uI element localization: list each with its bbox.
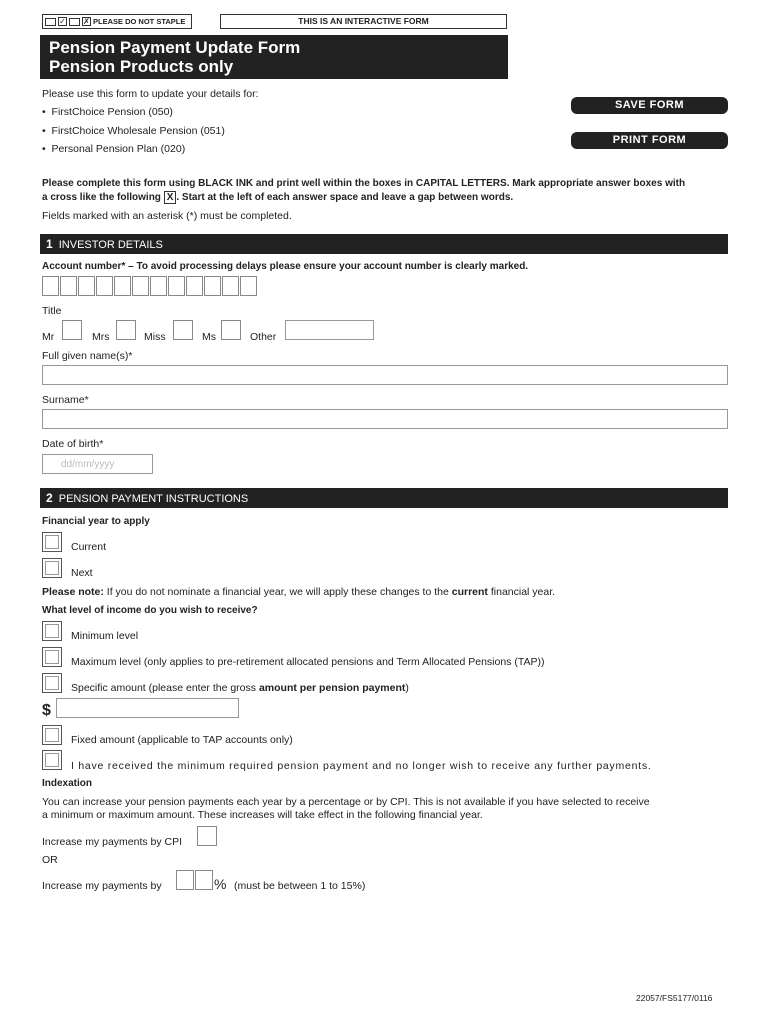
given-names-input[interactable]	[42, 365, 728, 385]
account-digit-box[interactable]	[42, 276, 59, 296]
section-header-pension-payment	[40, 488, 728, 508]
title-option-mrs: Mrs	[92, 331, 110, 343]
title-ms-checkbox[interactable]	[221, 320, 241, 340]
asterisk-note: Fields marked with an asterisk (*) must be completed.	[42, 210, 292, 222]
cross-icon: ✗	[83, 17, 90, 26]
account-digit-box[interactable]	[150, 276, 167, 296]
percent-symbol: %	[214, 876, 227, 892]
title-mrs-checkbox[interactable]	[116, 320, 136, 340]
form-title-banner	[40, 35, 508, 79]
income-specific-checkbox[interactable]	[42, 673, 62, 693]
income-specific-label	[71, 682, 409, 694]
intro-lead: Please use this form to update your details for:	[42, 88, 259, 100]
income-stop-checkbox[interactable]	[42, 750, 62, 770]
title-option-ms: Ms	[202, 331, 216, 343]
cpi-label: Increase my payments by CPI	[42, 836, 183, 848]
form-title: Pension Payment Update Form	[49, 38, 301, 57]
dob-input[interactable]: dd/mm/yyyy	[42, 454, 153, 474]
account-digit-box[interactable]	[114, 276, 131, 296]
specific-suffix: )	[405, 682, 409, 694]
fy-next-checkbox[interactable]	[42, 558, 62, 578]
instruction-line-2	[42, 191, 513, 204]
note-text: If you do not nominate a financial year, we will apply these changes to the	[106, 586, 449, 598]
section-number: 1	[46, 237, 53, 251]
specific-amount-input[interactable]	[56, 698, 239, 718]
account-number-boxes	[42, 276, 264, 296]
product-item	[42, 106, 173, 118]
bullet: •	[42, 106, 46, 118]
percentage-digit-box[interactable]	[176, 870, 194, 890]
bullet: •	[42, 125, 46, 137]
title-option-mr: Mr	[42, 331, 55, 343]
title-option-miss: Miss	[144, 331, 166, 343]
section-title: PENSION PAYMENT INSTRUCTIONS	[58, 493, 249, 505]
fy-current-checkbox[interactable]	[42, 532, 62, 552]
instruction-line-1: Please complete this form using BLACK INK and print well within the boxes in CAPITAL LETTERS. Mark appropriate answer boxes with	[42, 178, 686, 189]
indexation-label: Indexation	[42, 778, 93, 789]
staple-notice-box	[42, 14, 192, 29]
surname-label: Surname*	[42, 394, 89, 406]
product-label: FirstChoice Pension (050)	[51, 106, 173, 118]
interactive-form-notice: THIS IS AN INTERACTIVE FORM	[220, 14, 507, 29]
instruction-text: . Start at the left of each answer space and leave a gap between words.	[176, 192, 514, 203]
fy-next-label: Next	[71, 567, 93, 579]
percentage-note: (must be between 1 to 15%)	[234, 880, 366, 892]
account-digit-box[interactable]	[222, 276, 239, 296]
cross-example: X	[164, 191, 177, 204]
indexation-text-1: You can increase your pension payments each year by a percentage or by CPI. This is not available if you have selected to receive	[42, 796, 650, 808]
title-mr-checkbox[interactable]	[62, 320, 82, 340]
please-note	[42, 586, 555, 598]
section-header-investor-details	[40, 234, 728, 254]
income-minimum-checkbox[interactable]	[42, 621, 62, 641]
product-item	[42, 125, 225, 137]
title-miss-checkbox[interactable]	[173, 320, 193, 340]
percentage-digit-box[interactable]	[195, 870, 213, 890]
dollar-sign: $	[42, 702, 51, 719]
or-label: OR	[42, 854, 58, 866]
section-title: INVESTOR DETAILS	[58, 239, 163, 251]
account-digit-box[interactable]	[96, 276, 113, 296]
fy-current-label: Current	[71, 541, 107, 553]
staple-notice-text: PLEASE DO NOT STAPLE	[93, 17, 186, 26]
title-other-input[interactable]	[285, 320, 374, 340]
financial-year-label: Financial year to apply	[42, 516, 150, 527]
indexation-text-2: a minimum or maximum amount. These increases will take effect in the following financial year.	[42, 809, 483, 821]
income-stop-label: I have received the minimum required pension payment and no longer wish to receive any further payments.	[71, 760, 652, 772]
staple-icon	[45, 18, 56, 26]
account-digit-box[interactable]	[168, 276, 185, 296]
account-digit-box[interactable]	[204, 276, 221, 296]
form-code: 22057/FS5177/0116	[636, 993, 713, 1003]
percentage-label: Increase my payments by	[42, 880, 162, 892]
account-digit-box[interactable]	[240, 276, 257, 296]
save-form-button[interactable]: SAVE FORM	[571, 97, 728, 114]
product-label: FirstChoice Wholesale Pension (051)	[51, 125, 225, 137]
section-number: 2	[46, 491, 53, 505]
income-fixed-label: Fixed amount (applicable to TAP accounts only)	[71, 734, 293, 746]
cpi-checkbox[interactable]	[197, 826, 217, 846]
income-minimum-label: Minimum level	[71, 630, 139, 642]
specific-bold: amount per pension payment	[258, 682, 406, 694]
surname-input[interactable]	[42, 409, 728, 429]
print-form-button[interactable]: PRINT FORM	[571, 132, 728, 149]
form-subtitle: Pension Products only	[49, 57, 234, 76]
note-bold: current	[451, 586, 488, 598]
account-number-label: Account number* – To avoid processing delays please ensure your account number is clearly marked.	[42, 261, 529, 272]
income-maximum-label: Maximum level (only applies to pre-retirement allocated pensions and Term Allocated Pensions (TAP))	[71, 656, 545, 668]
note-prefix: Please note:	[42, 586, 104, 598]
dob-label: Date of birth*	[42, 438, 104, 450]
account-digit-box[interactable]	[186, 276, 203, 296]
product-item	[42, 143, 185, 155]
title-option-other: Other	[250, 331, 277, 343]
income-fixed-checkbox[interactable]	[42, 725, 62, 745]
instruction-text: a cross like the following	[42, 192, 161, 203]
account-digit-box[interactable]	[60, 276, 77, 296]
given-names-label: Full given name(s)*	[42, 350, 133, 362]
account-digit-box[interactable]	[132, 276, 149, 296]
income-level-label: What level of income do you wish to receive?	[42, 605, 258, 616]
account-digit-box[interactable]	[78, 276, 95, 296]
product-label: Personal Pension Plan (020)	[51, 143, 186, 155]
income-maximum-checkbox[interactable]	[42, 647, 62, 667]
title-label: Title	[42, 305, 62, 317]
checkmark-icon: ✓	[59, 17, 66, 26]
bullet: •	[42, 143, 46, 155]
paperclip-icon	[69, 18, 80, 26]
note-suffix: financial year.	[490, 586, 556, 598]
specific-prefix: Specific amount (please enter the gross	[71, 682, 257, 694]
